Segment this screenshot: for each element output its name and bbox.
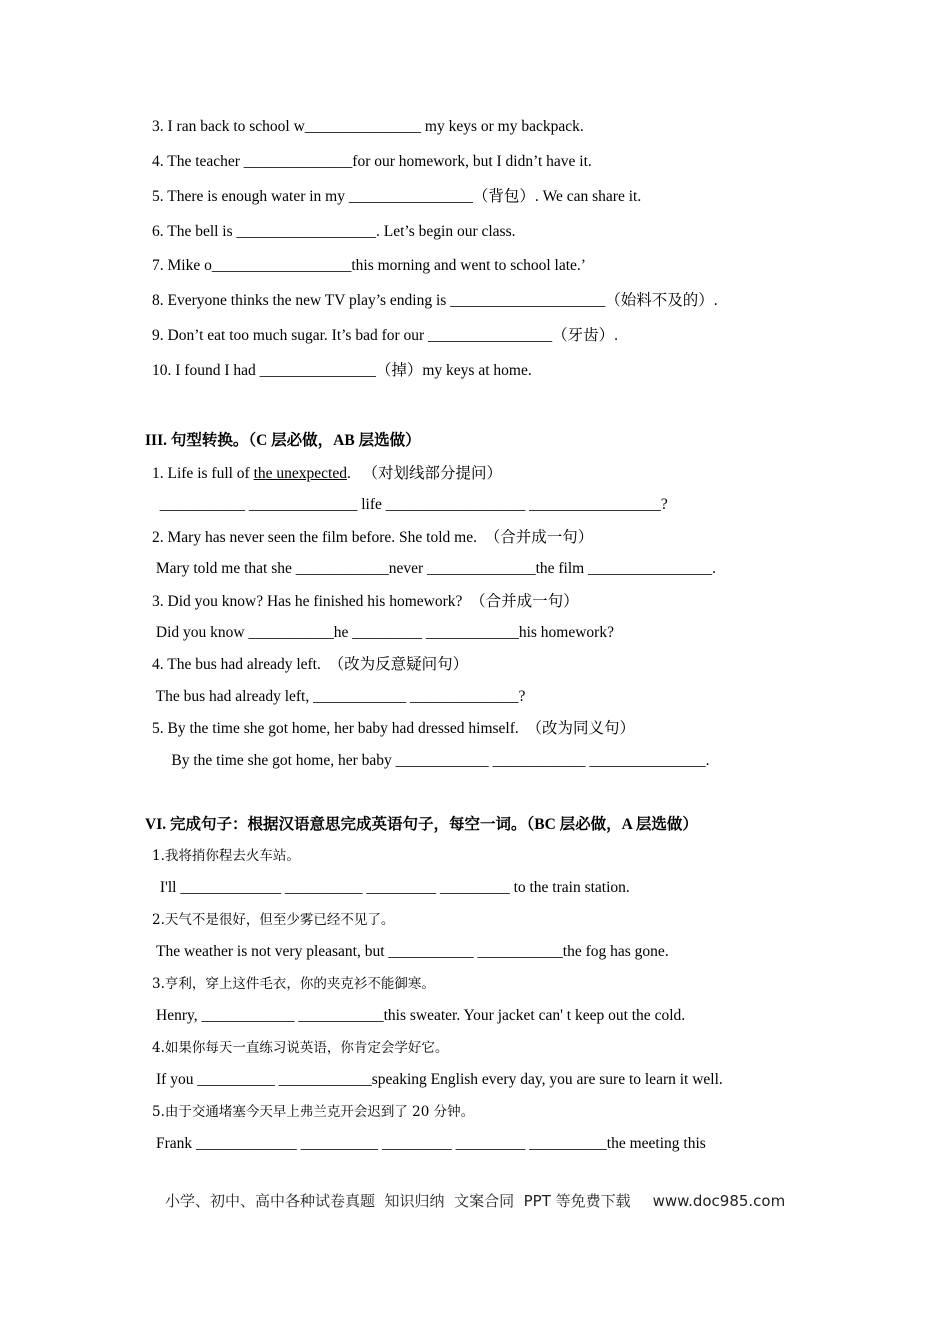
question-line: 8. Everyone thinks the new TV play’s ending is ____________________（始料不及的）. [152, 292, 718, 309]
question-text: 1. Life is full of [152, 465, 254, 482]
answer-line: If you __________ ____________speaking English every day, you are sure to learn it well. [156, 1071, 723, 1088]
chinese-prompt: 1.我将捎你程去火车站。 [152, 848, 300, 864]
page-footer [165, 1190, 785, 1211]
question-line: 5. There is enough water in my ________________（背包）. We can share it. [152, 188, 642, 205]
chinese-prompt: 5.由于交通堵塞今天早上弗兰克开会迟到了 20 分钟。 [152, 1104, 475, 1120]
answer-line: Did you know ___________he _________ ____________his homework? [152, 624, 614, 641]
chinese-prompt: 2.天气不是很好，但至少雾已经不见了。 [152, 912, 395, 928]
answer-line: I'll _____________ __________ _________ _________ to the train station. [156, 879, 630, 896]
footer-url[interactable]: www.doc985.com [652, 1192, 786, 1210]
question-text: . （对划线部分提问） [346, 465, 502, 482]
section-heading: VI. 完成句子：根据汉语意思完成英语句子，每空一词。（BC 层必做，A 层选做） [145, 816, 698, 833]
answer-line: Mary told me that she ____________never ______________the film ________________. [152, 560, 716, 577]
question-line: 4. The teacher ______________for our homework, but I didn’t have it. [152, 153, 592, 170]
answer-line: ___________ ______________ life __________________ _________________? [152, 496, 668, 513]
question-line: 3. I ran back to school w_______________ my keys or my backpack. [152, 118, 584, 135]
question-line: 2. Mary has never seen the film before. She told me. （合并成一句） [152, 529, 594, 546]
question-line: 5. By the time she got home, her baby had dressed himself. （改为同义句） [152, 720, 636, 737]
question-line: 7. Mike o__________________this morning and went to school late.’ [152, 257, 586, 274]
footer-text: 小学、初中、高中各种试卷真题 知识归纳 文案合同 PPT 等免费下载 [165, 1192, 631, 1210]
underlined-phrase: the unexpected [253, 465, 347, 482]
question-line [152, 464, 502, 484]
chinese-prompt: 3.亨利，穿上这件毛衣，你的夹克衫不能御寒。 [152, 976, 435, 992]
answer-line: The bus had already left, ____________ ______________? [152, 688, 526, 705]
answer-line: Frank _____________ __________ _________ _________ __________the meeting this [156, 1135, 706, 1152]
question-line: 6. The bell is __________________. Let’s begin our class. [152, 223, 516, 240]
answer-line: By the time she got home, her baby ____________ ____________ _______________. [152, 752, 710, 769]
question-line: 4. The bus had already left. （改为反意疑问句） [152, 656, 469, 673]
question-line: 10. I found I had _______________（掉）my keys at home. [152, 362, 532, 379]
section-heading: III. 句型转换。（C 层必做，AB 层选做） [145, 432, 421, 449]
chinese-prompt: 4.如果你每天一直练习说英语，你肯定会学好它。 [152, 1040, 449, 1056]
question-line: 3. Did you know? Has he finished his homework? （合并成一句） [152, 593, 579, 610]
question-line: 9. Don’t eat too much sugar. It’s bad for our ________________（牙齿）. [152, 327, 618, 344]
answer-line: Henry, ____________ ___________this sweater. Your jacket can' t keep out the cold. [156, 1007, 686, 1024]
answer-line: The weather is not very pleasant, but ___________ ___________the fog has gone. [156, 943, 669, 960]
